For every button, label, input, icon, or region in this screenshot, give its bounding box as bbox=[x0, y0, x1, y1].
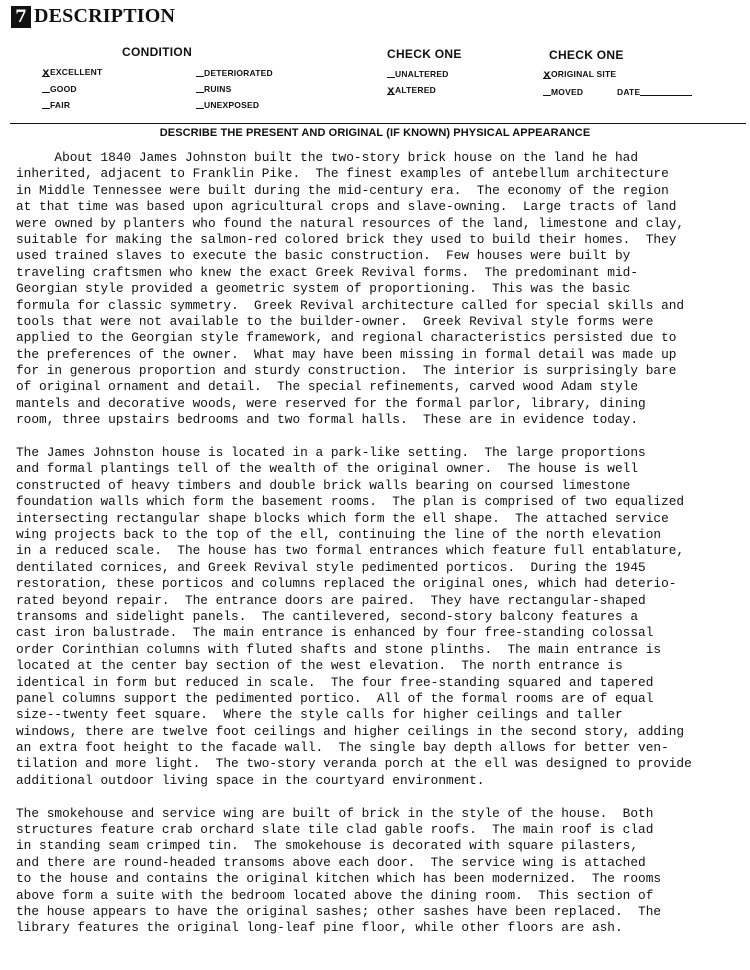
description-paragraph bbox=[16, 806, 746, 937]
option-label: RUINS bbox=[204, 84, 232, 94]
original-site-checkbox[interactable] bbox=[543, 69, 616, 79]
condition-ruins-checkbox[interactable] bbox=[196, 84, 231, 94]
text-line: applied to the Georgian style framework, and regional characteristics persisted due to bbox=[16, 330, 677, 346]
text-line: in Middle Tennessee were built during the mid-century era. The economy of the region bbox=[16, 182, 669, 198]
option-label: FAIR bbox=[50, 100, 71, 110]
site-heading: CHECK ONE bbox=[549, 48, 624, 62]
text-line: an extra foot height to the facade wall. The single bay depth allows for better ven- bbox=[16, 740, 669, 756]
text-line: and there are round-headed transoms above each door. The service wing is attached bbox=[16, 854, 646, 870]
text-line: room, three upstairs bedrooms and two formal halls. These are in evidence today. bbox=[16, 412, 639, 428]
text-line: wing projects back to the top of the ell, continuing the line of the north elevation bbox=[16, 526, 662, 542]
text-line: foundation walls which form the basement rooms. The plan is comprised of two equalized bbox=[16, 494, 685, 510]
text-line: rated beyond repair. The entrance doors are paired. They have rectangular-shaped bbox=[16, 592, 646, 608]
option-label: GOOD bbox=[50, 84, 77, 94]
text-line: The smokehouse and service wing are built of brick in the style of the house. Both bbox=[16, 805, 654, 821]
text-line: identical in form but reduced in scale. The four free-standing squared and tapered bbox=[16, 674, 654, 690]
condition-deteriorated-checkbox[interactable] bbox=[196, 68, 273, 78]
text-line: transoms and sidelight panels. The cantilevered, second-story balcony features a bbox=[16, 608, 639, 624]
text-line: above form a suite with the bedroom located above the dining room. This section of bbox=[16, 887, 654, 903]
condition-heading: CONDITION bbox=[122, 45, 193, 59]
text-line: used trained slaves to execute the basic construction. Few houses were built by bbox=[16, 248, 631, 264]
text-line: structures feature crab orchard slate tile clad gable roofs. The main roof is clad bbox=[16, 822, 654, 838]
text-line: order Corinthian columns with fluted shafts and stone plinths. The main entrance is bbox=[16, 641, 662, 657]
moved-checkbox[interactable] bbox=[543, 87, 583, 97]
altered-checkbox[interactable] bbox=[387, 85, 436, 95]
text-line: additional outdoor living space in the courtyard environment. bbox=[16, 772, 485, 788]
text-line: to the house and contains the original kitchen which has been modernized. The rooms bbox=[16, 871, 662, 887]
text-line: cast iron balustrade. The main entrance is enhanced by four free-standing colossal bbox=[16, 625, 654, 641]
describe-heading: DESCRIBE THE PRESENT AND ORIGINAL (IF KNOWN) PHYSICAL APPEARANCE bbox=[159, 127, 591, 139]
check-mark: X bbox=[543, 71, 551, 81]
text-line: About 1840 James Johnston built the two-story brick house on the land he had bbox=[16, 150, 639, 165]
check-mark: X bbox=[42, 69, 50, 79]
section-divider bbox=[10, 123, 746, 124]
text-line: inherited, adjacent to Franklin Pike. The finest examples of antebellum architecture bbox=[16, 166, 669, 182]
text-line: located at the center bay section of the west elevation. The north entrance is bbox=[16, 658, 623, 674]
description-paragraph bbox=[16, 445, 746, 789]
option-label: UNALTERED bbox=[395, 69, 449, 79]
text-line: formula for classic symmetry. Greek Revival architecture called for special skills and bbox=[16, 297, 685, 313]
condition-unexposed-checkbox[interactable] bbox=[196, 100, 259, 110]
text-line: were owned by planters who found the natural resources of the land, limestone and clay, bbox=[16, 215, 685, 231]
text-line: of original ornament and detail. The special refinements, carved wood Adam style bbox=[16, 379, 639, 395]
text-line: at that time was based upon agricultural crops and slave-owning. Large tracts of land bbox=[16, 199, 677, 215]
alteration-heading: CHECK ONE bbox=[387, 47, 462, 61]
condition-good-checkbox[interactable] bbox=[42, 84, 77, 94]
date-blank bbox=[640, 87, 692, 96]
option-label: MOVED bbox=[551, 87, 584, 97]
description-text bbox=[16, 150, 746, 953]
unaltered-checkbox[interactable] bbox=[387, 69, 449, 79]
section-header bbox=[11, 5, 175, 28]
text-line: constructed of heavy timbers and double brick walls bearing on coursed limestone bbox=[16, 477, 631, 493]
date-label: DATE bbox=[617, 87, 641, 97]
section-number: 7 bbox=[11, 6, 31, 28]
text-line: library features the original long-leaf pine floor, while other floors are ash. bbox=[16, 920, 623, 936]
text-line: dentilated cornices, and Greek Revival style pedimented porticos. During the 1945 bbox=[16, 559, 646, 575]
check-mark: X bbox=[387, 87, 395, 97]
text-line: in a reduced scale. The house has two formal entrances which feature full entablature, bbox=[16, 543, 685, 559]
option-label: EXCELLENT bbox=[50, 67, 103, 77]
condition-excellent-checkbox[interactable] bbox=[42, 67, 102, 77]
option-label: ORIGINAL SITE bbox=[551, 69, 617, 79]
condition-fair-checkbox[interactable] bbox=[42, 100, 70, 110]
text-line: suitable for making the salmon-red colored brick they used to build their homes. They bbox=[16, 231, 677, 247]
option-label: DETERIORATED bbox=[204, 68, 273, 78]
text-line: tilation and more light. The two-story veranda porch at the ell was designed to provide bbox=[16, 756, 692, 772]
text-line: mantels and decorative woods, were reserved for the formal parlor, library, dining bbox=[16, 395, 646, 411]
text-line: The James Johnston house is located in a park-like setting. The large proportions bbox=[16, 445, 646, 461]
text-line: the house appears to have the original sashes; other sashes have been replaced. The bbox=[16, 903, 662, 919]
option-label: UNEXPOSED bbox=[204, 100, 260, 110]
text-line: the preferences of the owner. What may have been missing in formal detail was made up bbox=[16, 346, 677, 362]
text-line: tools that were not available to the builder-owner. Greek Revival style forms were bbox=[16, 313, 654, 329]
text-line: Georgian style provided a geometric system of proportioning. This was the basic bbox=[16, 281, 631, 297]
description-paragraph bbox=[16, 150, 746, 429]
text-line: size--twenty feet square. Where the style calls for higher ceilings and taller bbox=[16, 707, 623, 723]
text-line: and formal plantings tell of the wealth of the original owner. The house is well bbox=[16, 461, 639, 477]
text-line: windows, there are twelve foot ceilings and higher ceilings in the second story, adding bbox=[16, 723, 685, 739]
text-line: restoration, these porticos and columns replaced the original ones, which had deterio- bbox=[16, 576, 677, 592]
text-line: for in generous proportion and sturdy construction. The interior is surprisingly bare bbox=[16, 363, 677, 379]
text-line: intersecting rectangular shape blocks which form the ell shape. The attached service bbox=[16, 510, 669, 526]
text-line: panel columns support the pedimented portico. All of the formal rooms are of equal bbox=[16, 690, 654, 706]
move-date-field[interactable] bbox=[617, 87, 692, 97]
option-label: ALTERED bbox=[395, 85, 436, 95]
section-title: DESCRIPTION bbox=[34, 5, 176, 27]
text-line: in standing seam crimped tin. The smokehouse is decorated with square pilasters, bbox=[16, 838, 639, 854]
text-line: traveling craftsmen who knew the exact Greek Revival forms. The predominant mid- bbox=[16, 264, 639, 280]
